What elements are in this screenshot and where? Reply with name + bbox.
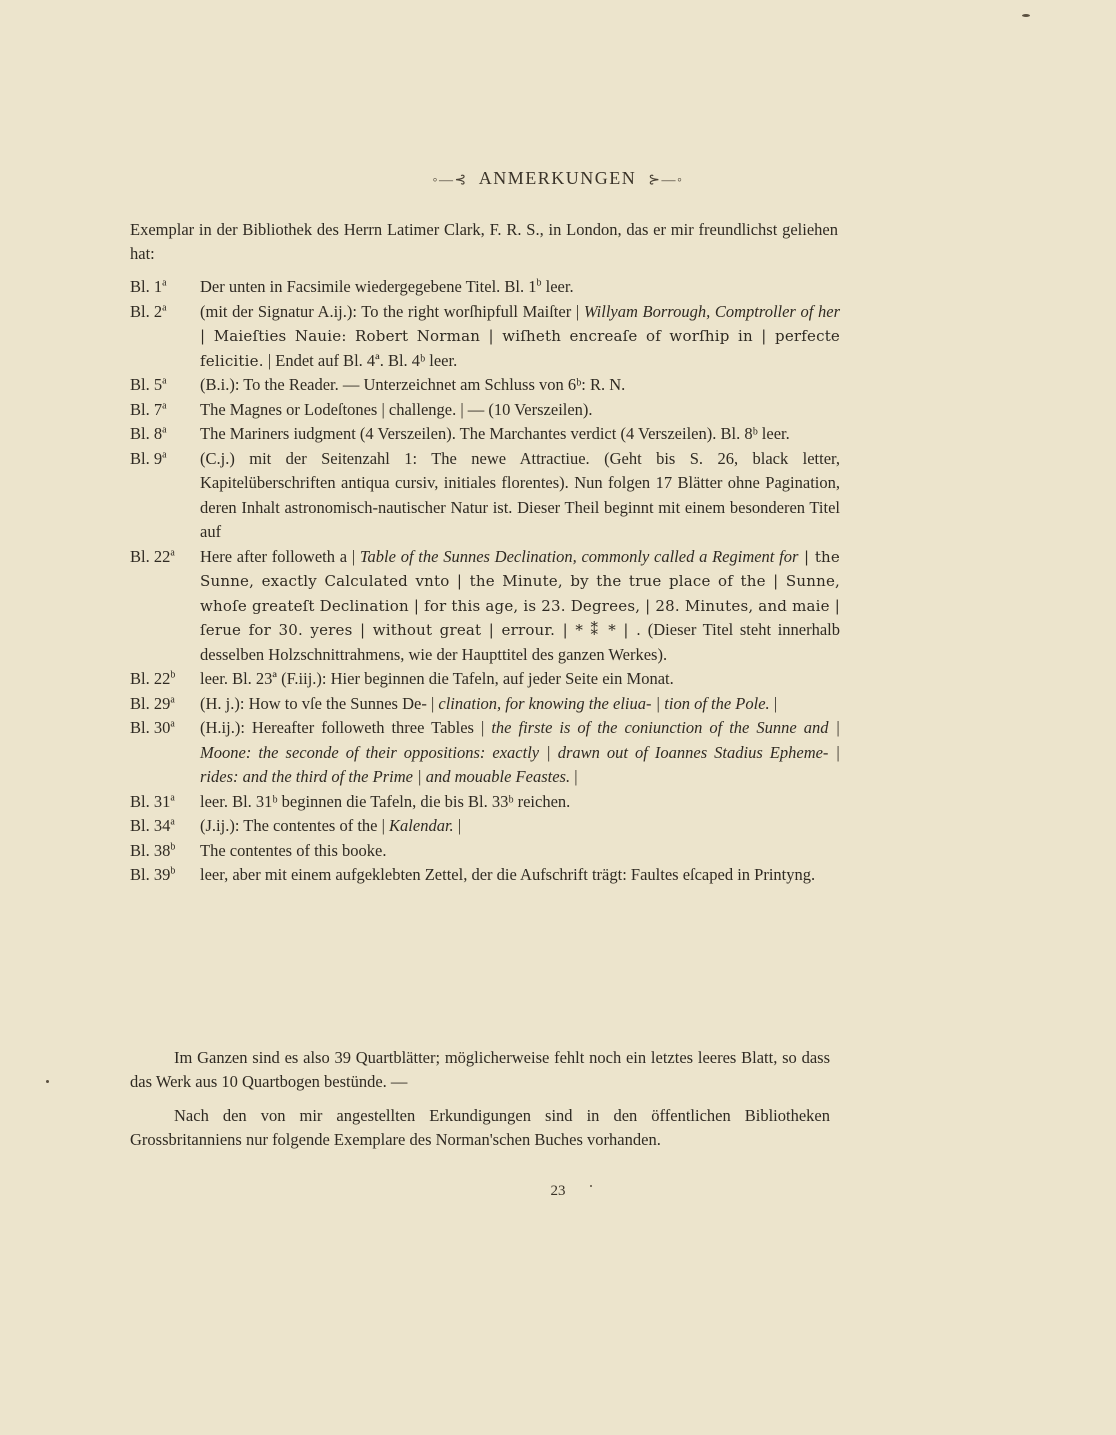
- leaf-number: Bl. 22: [130, 546, 171, 566]
- leaf-reference: [130, 275, 200, 300]
- leaf-entries-list: [130, 275, 840, 888]
- leaf-side: a: [162, 449, 167, 460]
- paper-speck: [46, 1080, 49, 1083]
- leaf-number: Bl. 5: [130, 375, 163, 394]
- leaf-number: Bl. 8: [130, 424, 163, 443]
- leaf-number: Bl. 38: [130, 840, 171, 860]
- leaf-side: a: [170, 792, 175, 803]
- leaf-description: [200, 863, 840, 888]
- entry-after: (Dieser Titel steht innerhalb desselben Holzschnittrahmens, wie der Haupttitel des ganzen Werkes).: [200, 620, 841, 664]
- ornament-left: ◦—⊰: [432, 173, 468, 188]
- entry-italic: Willyam Borrough, Comptroller of her: [583, 301, 840, 321]
- leaf-description: [200, 716, 840, 790]
- entry-pre: leer. Bl. 31ᵇ beginnen die Tafeln, die bis Bl. 33ᵇ reichen.: [200, 791, 571, 811]
- leaf-number: Bl. 22: [130, 669, 171, 688]
- leaf-description: [200, 839, 840, 864]
- paper-speck: [1022, 14, 1030, 17]
- leaf-entry: [130, 447, 840, 545]
- entry-gothic: | Maieſties Nauie: Robert Norman | wiſheth encreaſe of worſhip in | perfecte felicitie.: [200, 327, 840, 370]
- leaf-entry: [130, 667, 840, 692]
- leaf-description: [200, 398, 840, 423]
- entry-pre: (H.ij.): Hereafter followeth three Tables |: [200, 718, 492, 737]
- leaf-reference: [130, 398, 200, 423]
- entry-after: |: [769, 693, 778, 713]
- entry-pre: The Mariners iudgment (4 Verszeilen). The Marchantes verdict (4 Verszeilen). Bl. 8ᵇ leer.: [200, 424, 790, 443]
- leaf-side: b: [170, 669, 176, 681]
- leaf-side: a: [162, 400, 167, 411]
- leaf-entry: [130, 692, 840, 717]
- leaf-entry: [130, 790, 840, 815]
- leaf-reference: [130, 814, 200, 839]
- leaf-entry: [130, 275, 840, 300]
- leaf-description: [200, 422, 840, 447]
- entry-presup: b: [536, 277, 542, 289]
- leaf-number: Bl. 7: [130, 399, 163, 419]
- leaf-reference: [130, 667, 200, 692]
- leaf-description: [200, 790, 840, 815]
- entry-after: |: [453, 816, 462, 835]
- leaf-number: Bl. 1: [130, 277, 163, 296]
- leaf-side: a: [170, 547, 175, 558]
- leaf-number: Bl. 9: [130, 448, 163, 468]
- leaf-description: [200, 667, 840, 692]
- leaf-entry: [130, 863, 840, 888]
- entry-after: | Endet auf Bl. 4ª. Bl. 4ᵇ leer.: [263, 350, 458, 370]
- entry-italic: clination, for knowing the eliua- | tion of the Pole.: [438, 693, 770, 713]
- entry-italic: the firste is of the coniunction of the Sunne and | Moone: the seconde of their oppositions: exactly | drawn out of Ioannes Stadius Epheme- | rides: and the third of the Prime | and mouable Feastes.: [200, 718, 841, 786]
- leaf-reference: [130, 447, 200, 545]
- entry-pre: (H. j.): How to vſe the Sunnes De- |: [200, 693, 439, 713]
- leaf-reference: [130, 422, 200, 447]
- leaf-reference: [130, 790, 200, 815]
- leaf-number: Bl. 34: [130, 816, 171, 835]
- leaf-description: [200, 814, 840, 839]
- leaf-entry: [130, 545, 840, 668]
- leaf-number: Bl. 2: [130, 301, 163, 321]
- section-heading: [0, 168, 1116, 189]
- leaf-side: a: [162, 302, 167, 313]
- entry-pre: Here after followeth a |: [200, 546, 360, 566]
- leaf-description: [200, 447, 840, 545]
- entry-pre: leer. Bl. 23ª (F.iij.): Hier beginnen die Tafeln, auf jeder Seite ein Monat.: [200, 669, 674, 688]
- leaf-entry: [130, 398, 840, 423]
- leaf-reference: [130, 300, 200, 374]
- heading-title: ANMERKUNGEN: [478, 168, 637, 188]
- leaf-reference: [130, 863, 200, 888]
- leaf-number: Bl. 29: [130, 693, 171, 713]
- leaf-reference: [130, 839, 200, 864]
- leaf-side: a: [170, 816, 175, 828]
- entry-after: |: [570, 767, 578, 786]
- leaf-description: [200, 300, 840, 374]
- leaf-entry: [130, 814, 840, 839]
- leaf-number: Bl. 30: [130, 718, 171, 737]
- leaf-side: b: [170, 865, 176, 877]
- leaf-entry: [130, 373, 840, 398]
- leaf-entry: [130, 422, 840, 447]
- entry-italic: Table of the Sunnes Declination, commonly called a Regiment for: [359, 546, 799, 566]
- entry-pre: (J.ij.): The contentes of the |: [200, 816, 390, 835]
- page-number: 23: [550, 1183, 566, 1199]
- leaf-entry: [130, 839, 840, 864]
- intro-paragraph: Exemplar in der Bibliothek des Herrn Latimer Clark, F. R. S., in London, das er mir freundlichst geliehen hat:: [130, 220, 838, 263]
- ornament-right: ⊱—◦: [648, 173, 684, 188]
- leaf-side: a: [170, 694, 175, 705]
- entry-pre: (B.i.): To the Reader. — Unterzeichnet am Schluss von 6ᵇ: R. N.: [200, 375, 626, 394]
- entry-italic: Kalendar.: [389, 816, 454, 835]
- entry-pre: Der unten in Facsimile wiedergegebene Titel. Bl. 1: [200, 277, 537, 296]
- leaf-reference: [130, 716, 200, 790]
- leaf-number: Bl. 39: [130, 865, 171, 884]
- entry-pre: The contentes of this booke.: [200, 840, 387, 860]
- leaf-reference: [130, 692, 200, 717]
- leaf-side: b: [170, 841, 176, 852]
- entry-pre: (mit der Signatur A.ij.): To the right worſhipfull Maiſter |: [200, 301, 584, 321]
- leaf-reference: [130, 373, 200, 398]
- leaf-side: a: [170, 718, 175, 730]
- entry-pre: The Magnes or Lodeſtones | challenge. | — (10 Verszeilen).: [200, 399, 593, 419]
- leaf-entry: [130, 300, 840, 374]
- leaf-description: [200, 373, 840, 398]
- entry-pre: leer, aber mit einem aufgeklebten Zettel, der die Aufschrift trägt: Faultes eſcaped in Printyng.: [200, 865, 816, 884]
- leaf-description: [200, 275, 840, 300]
- leaf-description: [200, 545, 840, 668]
- leaf-side: a: [162, 375, 167, 387]
- copies-paragraph: Nach den von mir angestellten Erkundigungen sind in den öffentlichen Bibliotheken Grossbritanniens nur folgende Exemplare des Norman'schen Buches vorhanden.: [130, 1106, 830, 1149]
- paper-speck: [590, 1185, 592, 1187]
- entry-gothic: | the Sunne, exactly Calculated vnto | the Minute, by the true place of the | Sunne, whoſe greateſt Declination | for this age, is 23. Degrees, | 28. Minutes, and maie | ſerue for 30. yeres | without great | errour. | * ⁑ * | .: [200, 547, 840, 639]
- entry-rest: leer.: [541, 277, 574, 296]
- leaf-entry: [130, 716, 840, 790]
- entry-pre: (C.j.) mit der Seitenzahl 1: The newe Attractiue. (Geht bis S. 26, black letter, Kapitelüberschriften antiqua cursiv, initiales florentes). Nun folgen 17 Blätter ohne Pagination, deren Inhalt astronomisch-nautischer Natur ist. Dieser Theil beginnt mit einem besonderen Titel auf: [200, 448, 840, 541]
- leaf-number: Bl. 31: [130, 791, 171, 811]
- leaf-reference: [130, 545, 200, 668]
- leaf-side: a: [162, 424, 167, 436]
- summary-paragraph: Im Ganzen sind es also 39 Quartblätter; möglicherweise fehlt noch ein letztes leeres Blatt, so dass das Werk aus 10 Quartbogen bestünde. —: [130, 1048, 830, 1091]
- leaf-description: [200, 692, 840, 717]
- leaf-side: a: [162, 277, 167, 289]
